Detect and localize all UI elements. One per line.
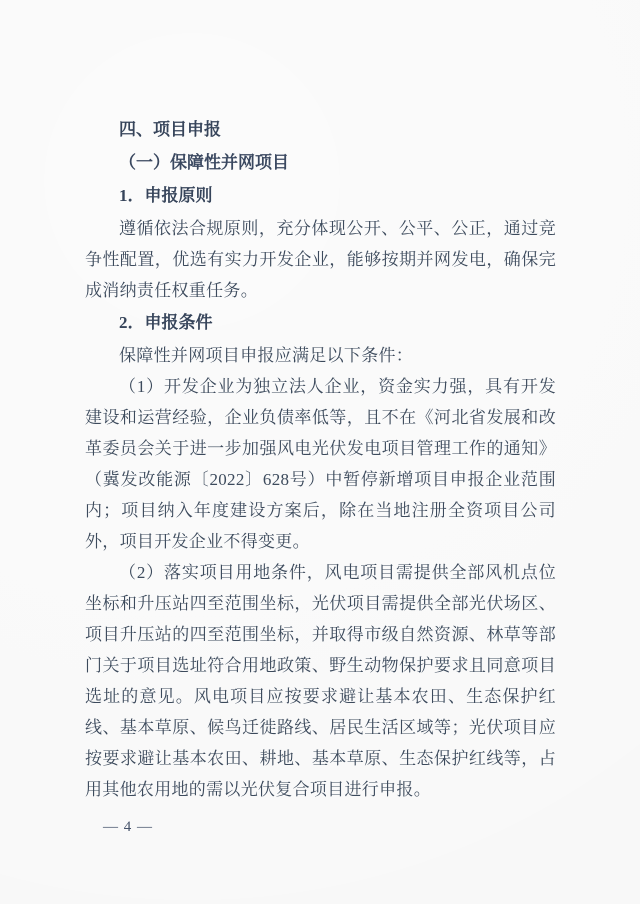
paragraph-condition-2: （2）落实项目用地条件，风电项目需提供全部风机点位坐标和升压站四至范围坐标，光伏项目需提供全部光伏场区、项目升压站的四至范围坐标，并取得市级自然资源、林草等部门关于项目选址符合用地政策、野生动物保护要求且同意项目选址的意见。风电项目应按要求避让基本农田、生态保护红线、基本草原、候鸟迁徙路线、居民生活区域等；光伏项目应按要求避让基本农田、耕地、基本草原、生态保护红线等，占用其他农用地的需以光伏复合项目进行申报。 [85,563,556,799]
subsection-heading: （一）保障性并网项目 [119,153,289,172]
paragraph-conditions-intro: 保障性并网项目申报应满足以下条件： [119,346,414,365]
paragraph-condition-1: （1）开发企业为独立法人企业，资金实力强，具有开发建设和运营经验，企业负债率低等，且不在《河北省发展和改革委员会关于进一步加强风电光伏发电项目管理工作的通知》（冀发改能源〔2022〕628号）中暂停新增项目申报企业范围内；项目纳入年度建设方案后，除在当地注册全资项目公司外，项目开发企业不得变更。 [85,377,556,551]
page-number: — 4 — [103,819,153,835]
item-heading-application-principles: 1．申报原则 [119,186,213,205]
item-heading-application-conditions: 2．申报条件 [119,313,213,332]
paragraph-application-principles: 遵循依法合规原则，充分体现公开、公平、公正，通过竞争性配置，优选有实力开发企业，能够按期并网发电，确保完成消纳责任权重任务。 [85,219,556,300]
document-content [85,114,556,837]
section-heading: 四、项目申报 [119,120,221,139]
